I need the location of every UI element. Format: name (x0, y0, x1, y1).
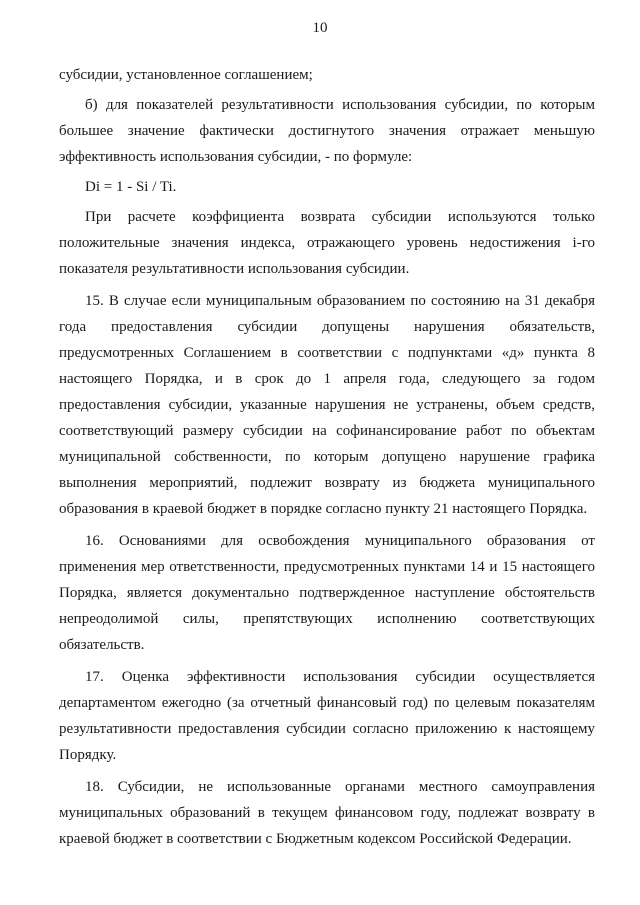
formula-line: Di = 1 - Si / Ti. (85, 179, 177, 195)
paragraph-15: 15. В случае если муниципальным образованием по состоянию на 31 декабря года предоставления субсидии допущены нарушения обязательств, предусмотренных Соглашением в соответствии с подпунктами «д» пункта 8 настоящего Порядка, и в срок до 1 апреля года, следующего за годом предоставления субсидии, указанные нарушения не устранены, объем средств, соответствующий размеру субсидии на софинансирование работ по объектам муниципальной собственности, по которым допущено нарушение графика выполнения мероприятий, подлежит возврату из бюджета муниципального образования в краевой бюджет в порядке согласно пункту 21 настоящего Порядка. (59, 293, 595, 517)
paragraph-continuation: субсидии, установленное соглашением; (59, 67, 313, 83)
document-body (59, 62, 595, 852)
paragraph-subpoint-b: б) для показателей результативности использования субсидии, по которым большее значение фактически достигнутого значения отражает меньшую эффективность использования субсидии, - по формуле: (59, 97, 595, 165)
paragraph-note: При расчете коэффициента возврата субсидии используются только положительные значения индекса, отражающего уровень недостижения i-го показателя результативности использования субсидии. (59, 209, 595, 277)
page-number: 10 (312, 20, 328, 36)
paragraph-16: 16. Основаниями для освобождения муниципального образования от применения мер ответственности, предусмотренных пунктами 14 и 15 настоящего Порядка, является документально подтвержденное наступление обстоятельств непреодолимой силы, препятствующих исполнению соответствующих обязательств. (59, 533, 595, 653)
paragraph-18: 18. Субсидии, не использованные органами местного самоуправления муниципальных образований в текущем финансовом году, подлежат возврату в краевой бюджет в соответствии с Бюджетным кодексом Российской Федерации. (59, 779, 595, 847)
paragraph-17: 17. Оценка эффективности использования субсидии осуществляется департаментом ежегодно (за отчетный финансовый год) по целевым показателям результативности предоставления субсидии согласно приложению к настоящему Порядку. (59, 669, 595, 763)
